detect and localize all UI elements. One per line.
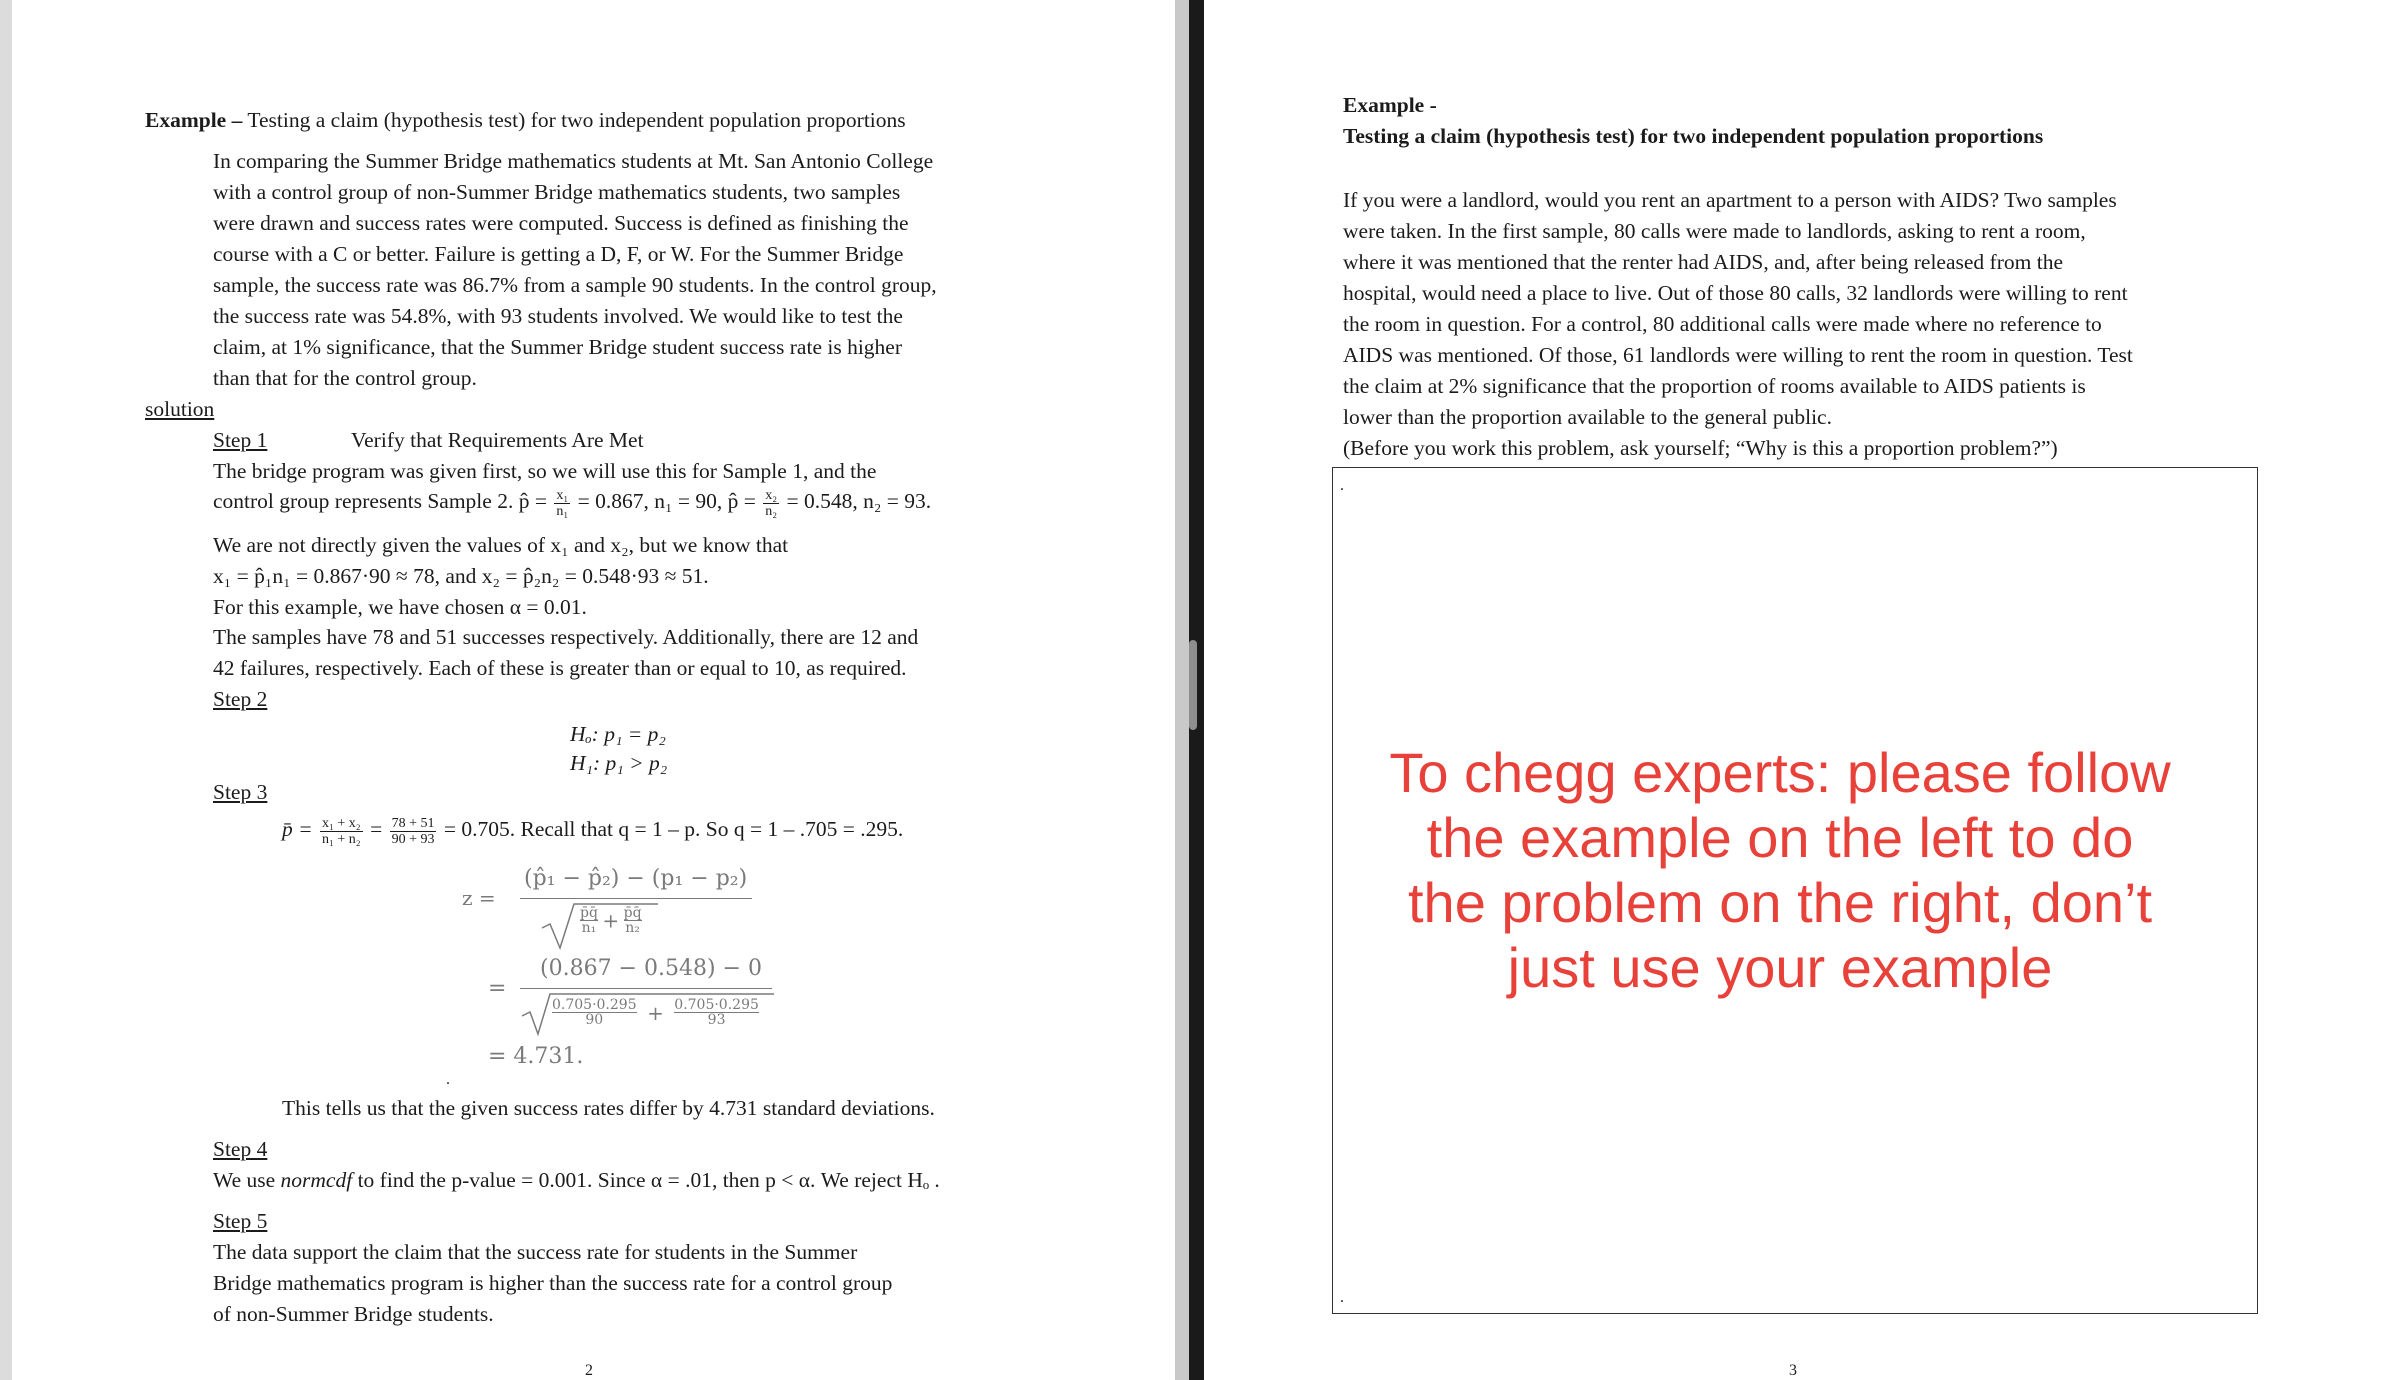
pbar-rest: = 0.705. Recall that q = 1 – p. So q = 1 – .705 = .295.: [438, 817, 904, 841]
problem-line: the room in question. For a control, 80 additional calls were made where no reference to: [1343, 312, 2102, 336]
step1-line: The bridge program was given first, so we will use this for Sample 1, and the: [213, 459, 877, 483]
pbar-prefix: p̄ =: [282, 817, 319, 841]
step4-line: [213, 1165, 940, 1196]
intro-line: In comparing the Summer Bridge mathematics students at Mt. San Antonio College: [213, 149, 934, 173]
frac-num: x₁ + x₂: [322, 815, 361, 831]
example-header: [145, 105, 906, 136]
step4-label: Step 4: [213, 1137, 268, 1161]
problem-line: where it was mentioned that the renter had AIDS, and, after being released from the: [1343, 250, 2063, 274]
normcdf-term: normcdf: [280, 1168, 353, 1192]
step1-phat-line: [213, 486, 931, 519]
step1-line: We are not directly given the values of x₁ and x₂, but we know that: [213, 533, 789, 557]
frac-den: 90: [585, 1012, 604, 1028]
fraction-bar: [520, 988, 772, 989]
step4-pre: We use: [213, 1168, 281, 1192]
intro-line: with a control group of non-Summer Bridge mathematics students, two samples: [213, 180, 901, 204]
fraction-x1-n1: [554, 488, 570, 519]
step3-label: Step 3: [213, 780, 268, 804]
page-number: 2: [585, 1362, 593, 1379]
sqrt-content-symbolic: [580, 906, 642, 935]
frac-num: p̄q̄: [580, 905, 598, 921]
right-header-line2: Testing a claim (hypothesis test) for two independent population proportions: [1343, 124, 2044, 148]
frac-den: 93: [707, 1012, 726, 1028]
pbar-eq: =: [364, 817, 388, 841]
phat-text-b: = 0.867, n₁ = 90, p̂ =: [572, 489, 762, 513]
frac-den: n₁ + n₂: [322, 831, 361, 847]
z-label: z =: [462, 886, 496, 910]
frac-num: x₁: [556, 487, 569, 503]
step4-post: to find the p-value = 0.001. Since α = .01, then p < α. We reject Hₒ .: [352, 1168, 940, 1192]
phat-text-c: = 0.548, n₂ = 93.: [781, 489, 932, 513]
z-eq-sign: =: [488, 976, 507, 1001]
step2-label: Step 2: [213, 687, 268, 711]
intro-line: sample, the success rate was 86.7% from a sample 90 students. In the control group,: [213, 273, 937, 297]
box-dot-bottom: .: [1340, 1289, 1344, 1306]
frac-num: x₂: [765, 487, 778, 503]
step1-line: x₁ = p̂₁n₁ = 0.867·90 ≈ 78, and x₂ = p̂₂n₂ = 0.548·93 ≈ 51.: [213, 564, 709, 588]
page-gutter: [1175, 0, 1189, 1380]
interpretation-line: This tells us that the given success rates differ by 4.731 standard deviations.: [282, 1096, 935, 1120]
fraction-bar: [520, 898, 752, 899]
pbar-fraction: [320, 816, 363, 847]
frac-den: n₁: [556, 503, 569, 519]
z-numerator-symbolic: (p̂₁ − p̂₂) − (p₁ − p₂): [524, 866, 748, 891]
frac-den: n₂: [625, 920, 640, 936]
scrollbar-thumb[interactable]: [1189, 640, 1197, 730]
z-result: = 4.731.: [488, 1044, 584, 1069]
page-number: 3: [1789, 1362, 1797, 1379]
frac-den: n₁: [581, 920, 597, 936]
plus-sign: +: [647, 1000, 664, 1025]
left-document-page: [0, 0, 1175, 1380]
problem-line: AIDS was mentioned. Of those, 61 landlords were willing to rent the room in question. Test: [1343, 343, 2133, 367]
intro-line: the success rate was 54.8%, with 93 students involved. We would like to test the: [213, 304, 903, 328]
solution-label: solution: [145, 397, 215, 421]
step1-title: Verify that Requirements Are Met: [351, 428, 644, 452]
intro-line: claim, at 1% significance, that the Summer Bridge student success rate is higher: [213, 335, 902, 359]
step5-line: of non-Summer Bridge students.: [213, 1302, 494, 1326]
problem-line: If you were a landlord, would you rent an apartment to a person with AIDS? Two samples: [1343, 188, 2117, 212]
pooled-proportion-line: [282, 814, 903, 847]
step5-line: Bridge mathematics program is higher than the success rate for a control group: [213, 1271, 893, 1295]
chegg-expert-note: To chegg experts: please follow the example on the left to do the problem on the right, don’t just use your example: [1389, 741, 2171, 999]
right-header-line1: Example -: [1343, 93, 1437, 117]
intro-line: were drawn and success rates were computed. Success is defined as finishing the: [213, 211, 909, 235]
step1-line: The samples have 78 and 51 successes respectively. Additionally, there are 12 and: [213, 625, 919, 649]
sqrt-content-values: [552, 998, 759, 1027]
frac-den: n₂: [765, 503, 778, 519]
box-dot-top: .: [1340, 477, 1344, 494]
intro-line: course with a C or better. Failure is getting a D, F, or W. For the Summer Bridge: [213, 242, 904, 266]
problem-line: lower than the proportion available to the general public.: [1343, 405, 1832, 429]
frac-num: 0.705·0.295: [552, 997, 637, 1013]
problem-line: were taken. In the first sample, 80 calls were made to landlords, asking to rent a room,: [1343, 219, 2086, 243]
null-hypothesis: Hₒ: p₁ = p₂: [570, 722, 666, 746]
problem-line: hospital, would need a place to live. Out of those 80 calls, 32 landlords were willing to rent: [1343, 281, 2128, 305]
phat-text-a: control group represents Sample 2. p̂ =: [213, 489, 553, 513]
frac-num: 78 + 51: [391, 815, 435, 831]
step5-line: The data support the claim that the success rate for students in the Summer: [213, 1240, 858, 1264]
step1-line: For this example, we have chosen α = 0.01.: [213, 595, 587, 619]
problem-line: (Before you work this problem, ask yourself; “Why is this a proportion problem?”): [1343, 436, 2058, 460]
page-left-edge: [0, 0, 12, 1380]
z-numerator-values: (0.867 − 0.548) − 0: [540, 956, 762, 981]
step5-label: Step 5: [213, 1209, 268, 1233]
step1-line: 42 failures, respectively. Each of these is greater than or equal to 10, as required.: [213, 656, 907, 680]
pbar-fraction-values: [390, 816, 437, 847]
stray-dot: .: [446, 1071, 450, 1088]
header-rest: Testing a claim (hypothesis test) for two independent population proportions: [242, 108, 906, 132]
header-bold: Example –: [145, 108, 243, 132]
alternative-hypothesis: H₁: p₁ > p₂: [570, 751, 668, 775]
frac-den: 90 + 93: [391, 831, 435, 847]
intro-line: than that for the control group.: [213, 366, 477, 390]
fraction-x2-n2: [763, 488, 779, 519]
problem-line: the claim at 2% significance that the proportion of rooms available to AIDS patients is: [1343, 374, 2086, 398]
frac-num: p̄q̄: [623, 905, 642, 921]
frac-num: 0.705·0.295: [674, 997, 759, 1013]
plus-sign: +: [602, 908, 620, 933]
step1-label: Step 1: [213, 428, 268, 452]
